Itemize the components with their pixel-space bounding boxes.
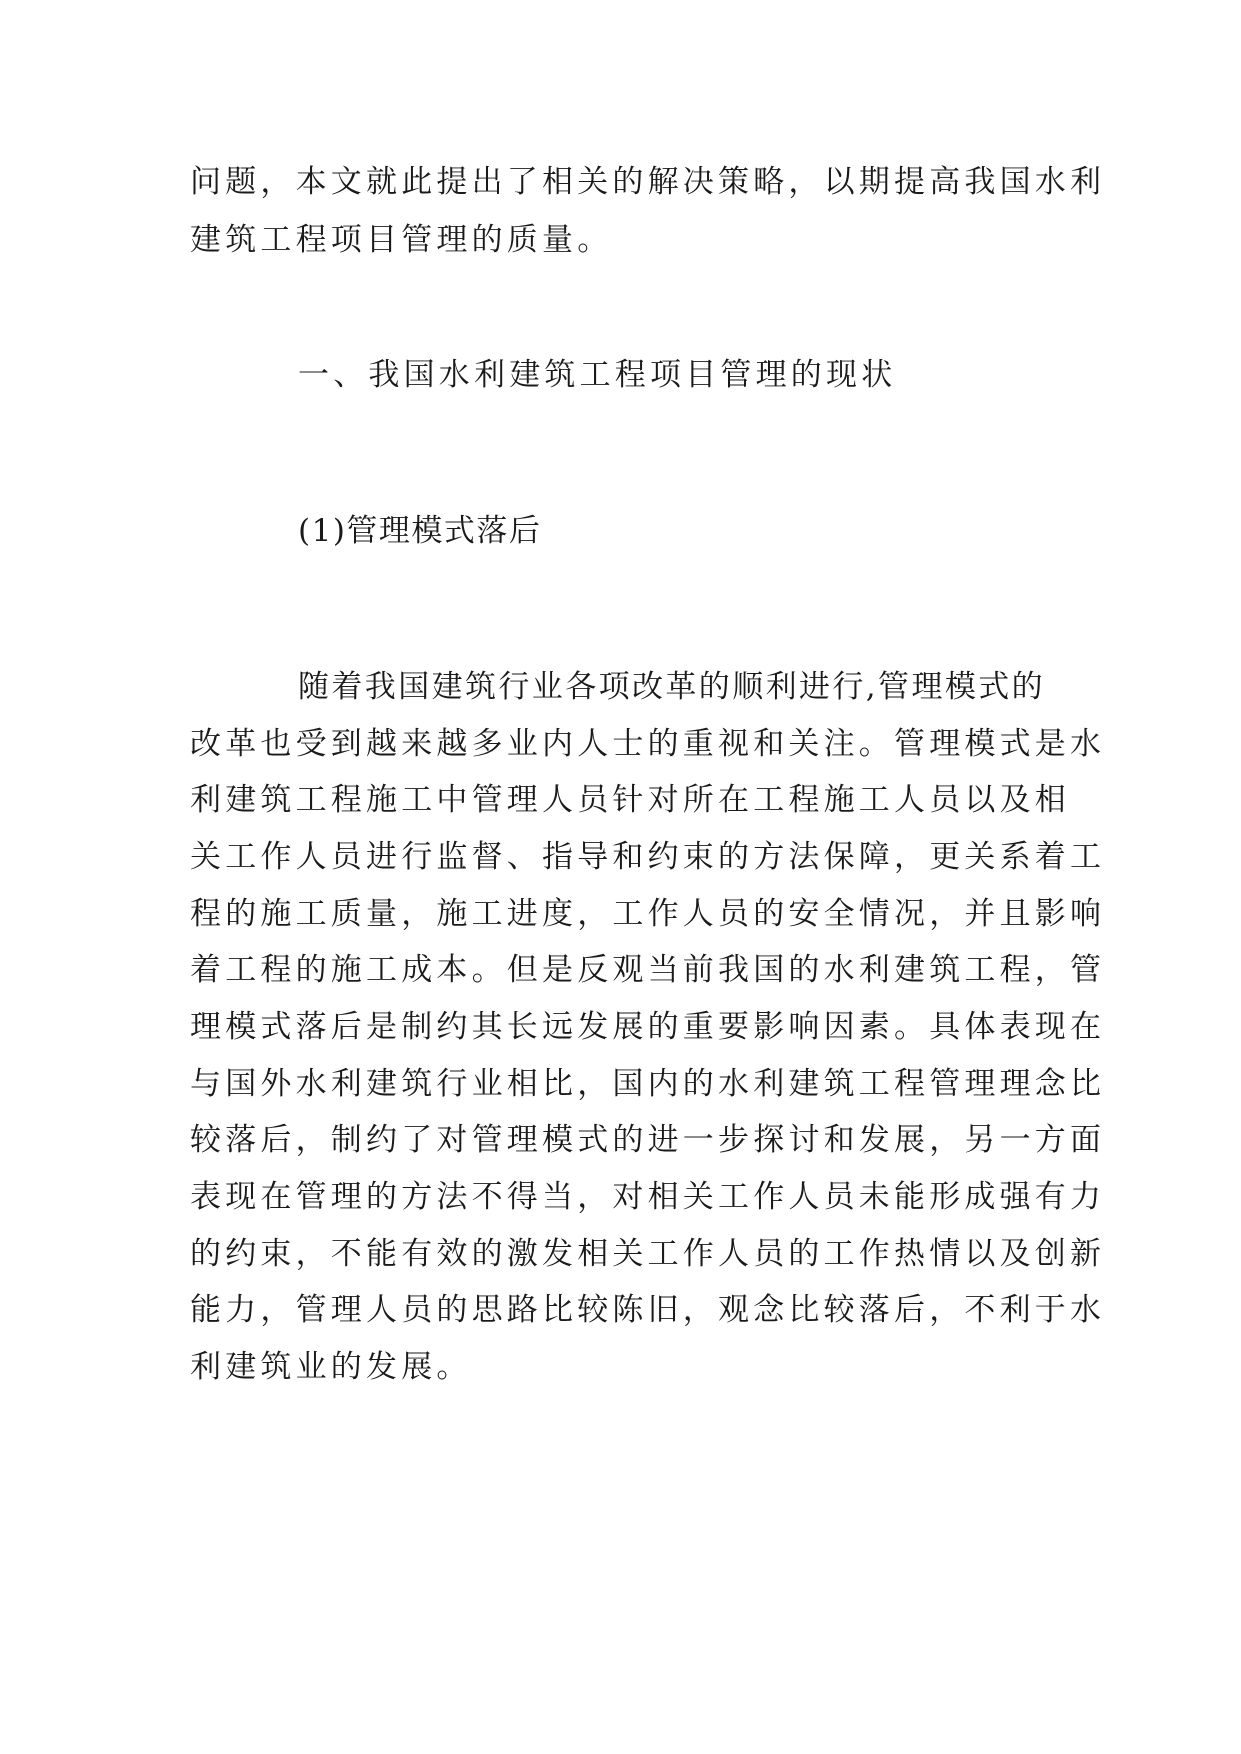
paragraph-line-12: 能力，管理人员的思路比较陈旧，观念比较落后，不利于水 [190,1292,1106,1328]
paragraph-line-3: 利建筑工程施工中管理人员针对所在工程施工人员以及相 [190,782,1070,818]
paragraph-line-5: 程的施工质量，施工进度，工作人员的安全情况，并且影响 [190,896,1106,932]
paragraph-line-13: 利建筑业的发展。 [190,1349,472,1385]
subsection-heading: (1)管理模式落后 [298,513,542,549]
paragraph-line-7: 理模式落后是制约其长远发展的重要影响因素。具体表现在 [190,1009,1106,1045]
paragraph-line-11: 的约束，不能有效的激发相关工作人员的工作热情以及创新 [190,1236,1106,1272]
intro-line-1: 问题，本文就此提出了相关的解决策略，以期提高我国水利 [190,164,1106,200]
paragraph-line-6: 着工程的施工成本。但是反观当前我国的水利建筑工程，管 [190,952,1106,988]
paragraph-line-8: 与国外水利建筑行业相比，国内的水利建筑工程管理理念比 [190,1066,1106,1102]
paragraph-line-9: 较落后，制约了对管理模式的进一步探讨和发展，另一方面 [190,1122,1106,1158]
paragraph-line-4: 关工作人员进行监督、指导和约束的方法保障，更关系着工 [190,839,1106,875]
paragraph-line-1: 随着我国建筑行业各项改革的顺利进行,管理模式的 [298,669,1046,705]
paragraph-line-10: 表现在管理的方法不得当，对相关工作人员未能形成强有力 [190,1179,1106,1215]
intro-line-2: 建筑工程项目管理的质量。 [190,222,613,258]
section-heading: 一、我国水利建筑工程项目管理的现状 [298,357,897,393]
paragraph-line-2: 改革也受到越来越多业内人士的重视和关注。管理模式是水 [190,726,1106,762]
